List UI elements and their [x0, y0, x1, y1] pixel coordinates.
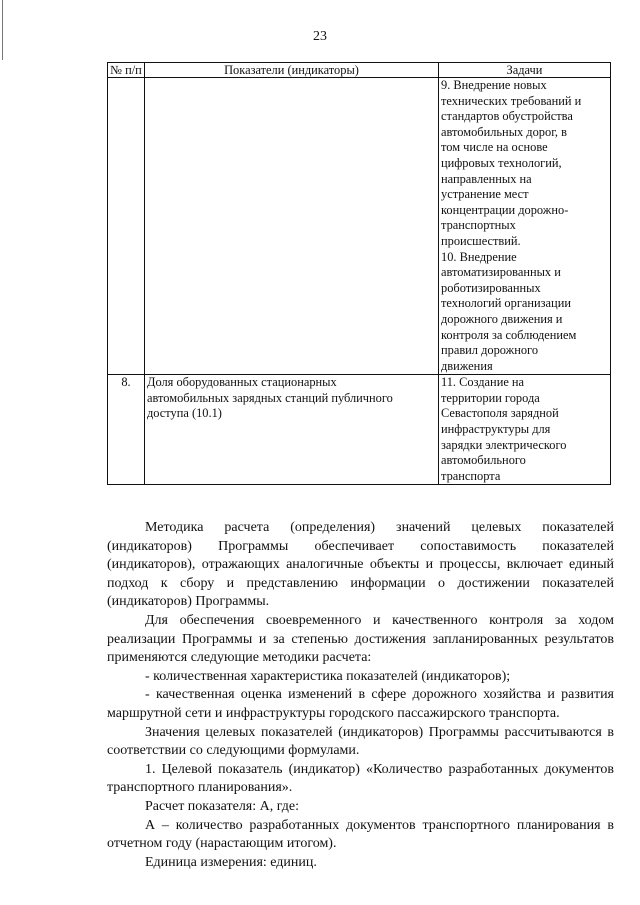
row-indicator [145, 78, 439, 375]
paragraph: Методика расчета (определения) значений целевых показателей (индикаторов) Программы обеспечивает сопоставимость показателей (индикаторов), отражающих аналогичные объекты и процессы, включает единый подход к сбору и представлению информации о достижении показателей (индикаторов) Программы. [107, 520, 614, 610]
row-tasks: 9. Внедрение новых технических требований и стандартов обустройства автомобильных дорог, в том числе на основе цифровых технологий, направленных на устранение мест концентрации дорожно- транспортных происшествий. 10. Внедрение автоматизированных и роботизированных технологий организации дорожного движения и контроля за соблюдением правил дорожного движения [439, 78, 611, 375]
paragraph: Единица измерения: единиц. [145, 854, 317, 870]
paragraph: Для обеспечения своевременного и качественного контроля за ходом реализации Программы и за степенью достижения запланированных результатов применяются следующие методики расчета: [107, 612, 614, 666]
methodology-text [107, 519, 614, 872]
table-header-row [108, 63, 611, 78]
row-indicator: Доля оборудованных стационарных автомобильных зарядных станций публичного доступа (10.1) [145, 375, 439, 485]
row-number: 8. [108, 375, 145, 485]
list-item: - количественная характеристика показателей (индикаторов); [145, 668, 511, 684]
paragraph: Расчет показателя: А, где: [145, 798, 300, 814]
indicators-table [107, 62, 611, 485]
row-number [108, 78, 145, 375]
paragraph: А – количество разработанных документов транспортного планирования в отчетном году (нарастающим итогом). [107, 817, 614, 852]
page-number: 23 [313, 29, 327, 44]
list-item: - качественная оценка изменений в сфере дорожного хозяйства и развития маршрутной сети и инфраструктуры городского пассажирского транспорта. [107, 687, 614, 721]
paragraph: 1. Целевой показатель (индикатор) «Количество разработанных документов транспортного планирования». [107, 761, 614, 796]
row-tasks: 11. Создание на территории города Севастополя зарядной инфраструктуры для зарядки электрического автомобильного транспорта [439, 375, 611, 485]
header-indicators: Показатели (индикаторы) [145, 63, 439, 78]
header-tasks: Задачи [439, 63, 611, 78]
paragraph: Значения целевых показателей (индикаторов) Программы рассчитываются в соответствии со следующими формулами. [107, 724, 614, 759]
table-row [108, 78, 611, 375]
header-number: № п/п [108, 63, 145, 78]
table-row [108, 375, 611, 485]
